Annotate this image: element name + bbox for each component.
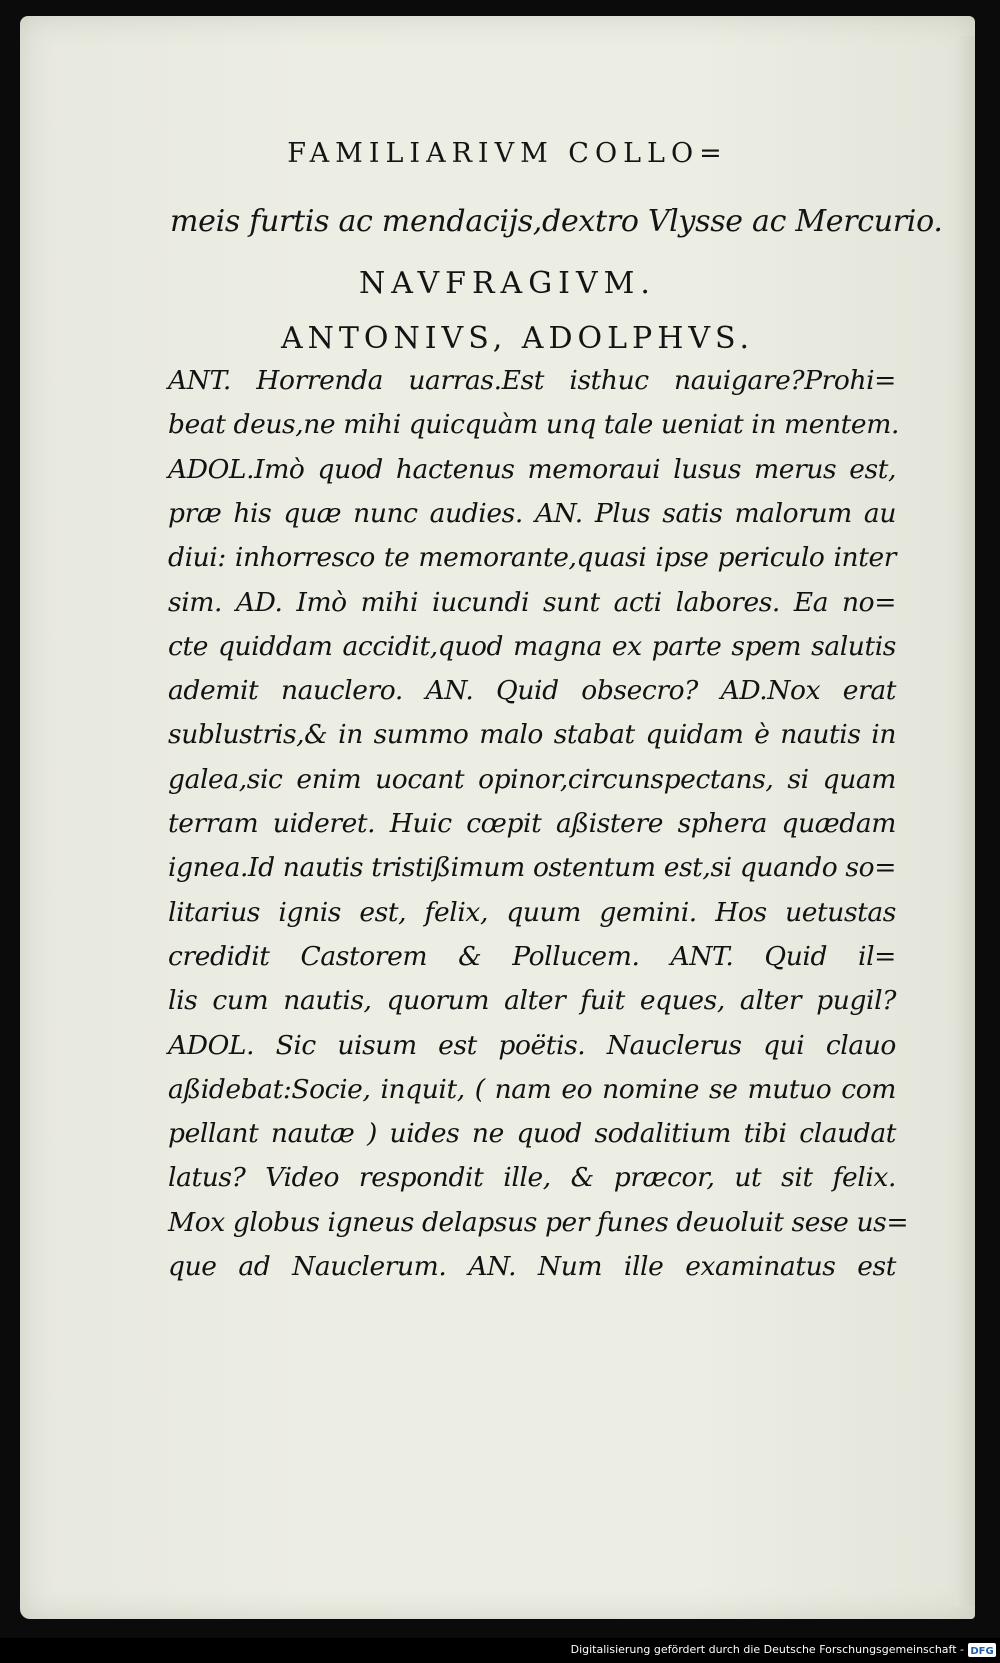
- book-page: [20, 16, 975, 1619]
- text-line: Mox globus igneus delapsus per funes deuoluit sese us=: [168, 1206, 909, 1238]
- text-line: latus? Video respondit ille, & præcor, ut sit felix.: [168, 1162, 896, 1194]
- section-title: NAVFRAGIVM.: [359, 266, 656, 301]
- text-line: diui: inhorresco te memorante,quasi ipse periculo inter: [168, 542, 896, 574]
- text-line: credidit Castorem & Pollucem. ANT. Quid il=: [168, 940, 896, 972]
- text-line: pellant nautæ ) uides ne quod sodalitium tibi claudat: [168, 1118, 896, 1150]
- speakers-heading: ANTONIVS, ADOLPHVS.: [280, 321, 755, 356]
- text-line: cte quiddam accidit,quod magna ex parte spem salutis: [168, 630, 896, 662]
- text-line: aßidebat:Socie, inquit, ( nam eo nomine se mutuo com: [168, 1073, 896, 1105]
- continuation-line: meis furtis ac mendacijs,dextro Vlysse ac Mercurio.: [170, 204, 943, 239]
- text-line: lis cum nautis, quorum alter fuit eques, alter pugil?: [168, 985, 896, 1017]
- running-head: FAMILIARIVM COLLO=: [287, 138, 728, 169]
- text-line: que ad Nauclerum. AN. Num ille examinatus est: [168, 1251, 896, 1282]
- text-line: præ his quæ nunc audies. AN. Plus satis malorum au: [168, 497, 896, 529]
- text-line: ANT. Horrenda uarras.Est isthuc nauigare?Prohi=: [168, 365, 896, 396]
- text-line: beat deus,ne mihi quicquàm unq tale ueniat in mentem.: [168, 409, 899, 441]
- text-line: sublustris,& in summo malo stabat quidam è nautis in: [168, 719, 896, 751]
- text-line: galea,sic enim uocant opinor,circunspectans, si quam: [168, 763, 896, 795]
- text-line: ADOL. Sic uisum est poëtis. Nauclerus qui clauo: [168, 1029, 896, 1061]
- text-line: litarius ignis est, felix, quum gemini. Hos uetustas: [168, 896, 896, 928]
- dfg-logo-icon: [968, 1643, 996, 1657]
- text-line: sim. AD. Imò mihi iucundi sunt acti labores. Ea no=: [168, 586, 896, 618]
- text-line: terram uideret. Huic cœpit aßistere sphera quædam: [168, 808, 896, 839]
- funding-credit: Digitalisierung gefördert durch die Deutsche Forschungsgemeinschaft -: [570, 1643, 964, 1656]
- text-line: ADOL.Imò quod hactenus memoraui lusus merus est,: [168, 453, 896, 485]
- text-line: ademit nauclero. AN. Quid obsecro? AD.Nox erat: [168, 675, 896, 707]
- dfg-logo-text: DFG: [970, 1646, 994, 1657]
- text-line: ignea.Id nautis tristißimum ostentum est,si quando so=: [168, 852, 896, 884]
